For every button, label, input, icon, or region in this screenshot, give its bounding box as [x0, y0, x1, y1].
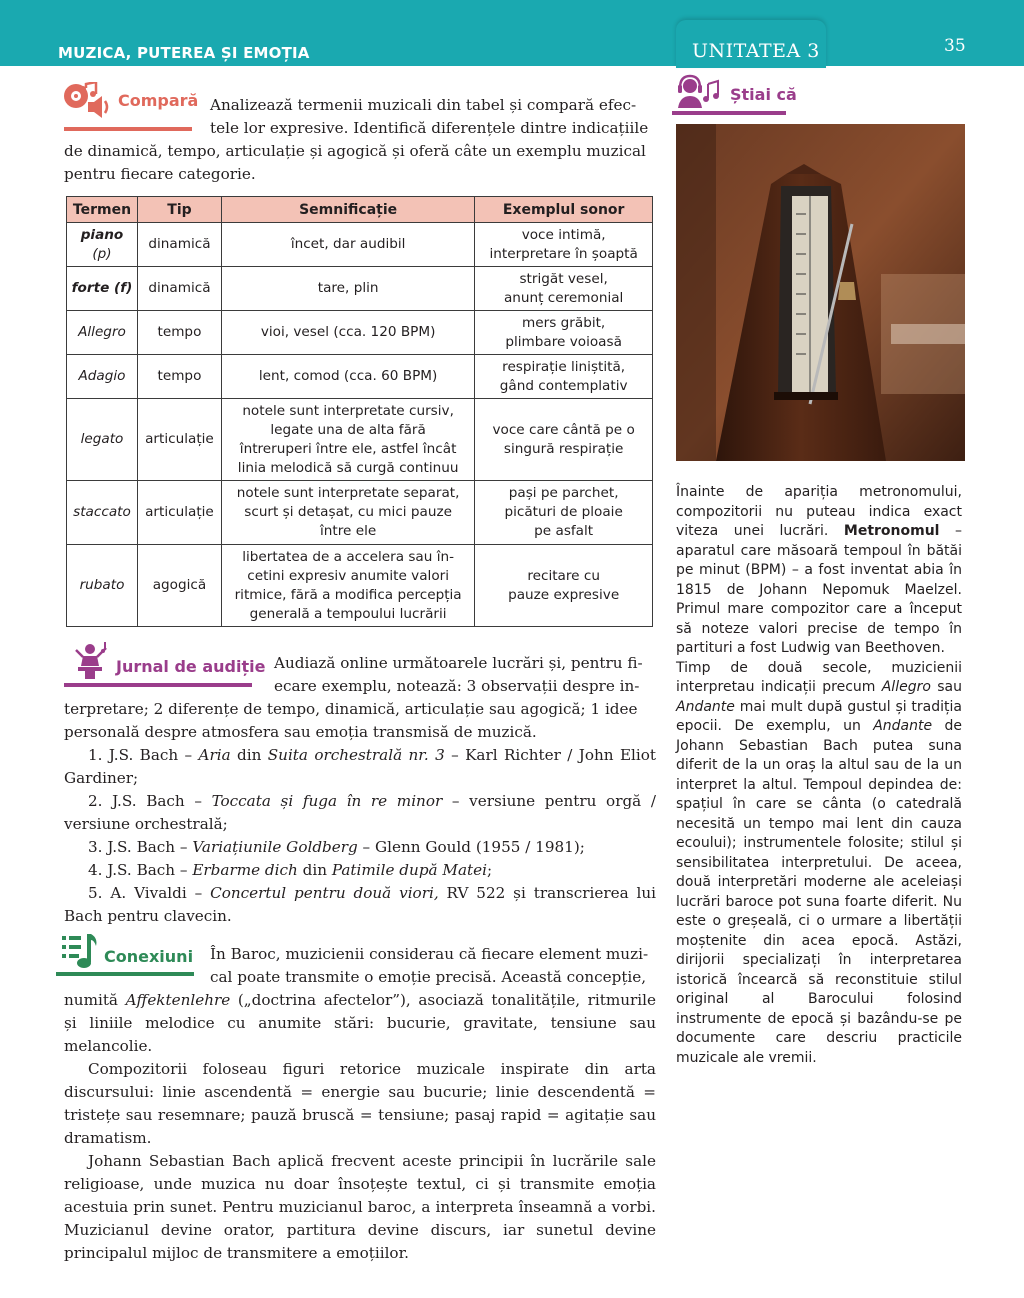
type-cell: dinamică: [137, 223, 221, 267]
person-headphones-icon: [676, 74, 728, 114]
term-cell: Allegro: [67, 311, 138, 355]
meaning-cell: lent, comod (cca. 60 BPM): [221, 355, 474, 399]
example-cell: respirație liniștită, gând contemplativ: [475, 355, 653, 399]
jurnal-intro-top: Audiază online următoarele lucrări și, pentru fi- ecare exemplu, notează: 3 observații despre in-: [274, 654, 643, 695]
terms-table: [66, 196, 653, 627]
unit-label: UNITATEA 3: [692, 40, 820, 62]
example-cell: voce intimă, interpretare în șoaptă: [475, 223, 653, 267]
example-cell: recitare cu pauze expresive: [475, 545, 653, 627]
meaning-cell: tare, plin: [221, 267, 474, 311]
list-item: 3. J.S. Bach – Variațiunile Goldberg – Glenn Gould (1955 / 1981);: [88, 838, 585, 856]
paragraph: Timp de două secole, muzicienii interpretau indicații precum Allegro sau Andante mai mult după gustul și tradiția epocii. De exemplu, un Andante de Johann Sebastian Bach putea suna diferit de la un oraș la altul sau de la un interpret la altul. Tempoul depindea de: spațiul în care se cânta (o catedrală necesită un tempo mai lent din cauza ecoului); instrumentele folosite; stilul și sensibilitatea interpretului. De aceea, două interpretări moderne ale aceleiași lucrări baroce pot suna foarte diferit. Nu este o greșeală, ci o urmare a libertății moștenite din acea epocă. Astăzi, dirijorii specializați în interpretarea istorică încearcă să reconstituie stilul original al Barocului folosind instrumente de epocă și bazându-se pe documente care descriu practicile muzicale ale vremii.: [676, 659, 963, 1066]
page-number: 35: [944, 36, 966, 56]
term-cell: staccato: [67, 481, 138, 545]
list-item: 4. J.S. Bach – Erbarme dich din Patimile după Matei;: [88, 861, 493, 879]
compara-text-top: Analizează termenii muzicali din tabel și compară efec- tele lor expresive. Identifică diferențele dintre indicațiile: [210, 96, 649, 137]
table-row: [67, 355, 653, 399]
jurnal-intro-bottom: terpretare; 2 diferențe de tempo, dinamică, articulație sau agogică; 1 idee personală despre atmosfera sau emoția transmisă de muzică.: [64, 700, 638, 741]
conexiuni-underline: [56, 972, 194, 976]
type-cell: tempo: [137, 311, 221, 355]
table-header: Termen: [67, 197, 138, 223]
list-item: 5. A. Vivaldi – Concertul pentru două viori, RV 522 și transcrierea lui Bach pentru clavecin.: [64, 884, 657, 925]
stiai-text: [676, 483, 962, 1068]
term-cell: Adagio: [67, 355, 138, 399]
stiai-heading: [676, 74, 797, 114]
list-item: 1. J.S. Bach – Aria din Suita orchestrală nr. 3 – Karl Richter / John Eliot Gardiner;: [64, 746, 656, 787]
stiai-underline: [672, 111, 786, 115]
term-cell: piano (p): [67, 223, 138, 267]
type-cell: agogică: [137, 545, 221, 627]
table-row: [67, 267, 653, 311]
table-row: [67, 311, 653, 355]
jurnal-label: Jurnal de audiție: [116, 656, 266, 676]
jurnal-underline: [64, 683, 252, 687]
type-cell: tempo: [137, 355, 221, 399]
meaning-cell: libertatea de a accelera sau în- cetini expresiv anumite valori ritmice, fără a modifica percepția generală a tempoului lucrării: [221, 545, 474, 627]
term-cell: rubato: [67, 545, 138, 627]
conexiuni-heading: [60, 932, 193, 976]
list-item: 2. J.S. Bach – Toccata și fuga în re minor – versiune pentru orgă / versiune orchestrală;: [64, 792, 656, 833]
example-cell: mers grăbit, plimbare voioasă: [475, 311, 653, 355]
jurnal-heading: [72, 642, 265, 684]
paragraph: Johann Sebastian Bach aplică frecvent aceste principii în lucrările sale religioase, unde muzica nu doar însoțește textul, ci și transmite emoția acestuia prin sunet. Pentru muzicianul baroc, a interpreta înseamnă a vorbi. Muzicianul devine orator, partitura devine discurs, iar sunetul devine principalul mijloc de transmitere a emoțiilor.: [64, 1152, 656, 1262]
table-header: Exemplul sonor: [475, 197, 653, 223]
listening-list: [64, 744, 656, 928]
meaning-cell: notele sunt interpretate separat, scurt și detașat, cu mici pauze între ele: [221, 481, 474, 545]
conexiuni-label: Conexiuni: [104, 946, 194, 966]
stiai-label: Știai că: [730, 84, 797, 104]
paragraph: numită Affektenlehre („doctrina afectelor”), asociază tonalitățile, ritmurile și liniile melodice cu anumite stări: bucurie, gravitate, tensiune sau melancolie.: [64, 991, 656, 1055]
example-cell: strigăt vesel, anunț ceremonial: [475, 267, 653, 311]
speaker-music-icon: [62, 82, 114, 130]
type-cell: dinamică: [137, 267, 221, 311]
paragraph: Compozitorii foloseau figuri retorice muzicale inspirate din arta discursului: linie ascendentă = energie sau bucurie; linie descendentă = tristețe sau resemnare; pauză bruscă = tensiune; pasaj rapid = agitație sau dramatism.: [64, 1060, 656, 1147]
type-cell: articulație: [137, 481, 221, 545]
conexiuni-text-top: În Baroc, muzicienii considerau că fiecare element muzi- cal poate transmite o emoție precisă. Această concepție,: [210, 945, 649, 986]
meaning-cell: notele sunt interpretate cursiv, legate una de alta fără întreruperi între ele, astfel încât linia melodică să curgă continuu: [221, 399, 474, 481]
example-cell: pași pe parchet, picături de ploaie pe asfalt: [475, 481, 653, 545]
table-row: [67, 223, 653, 267]
section-title: MUZICA, PUTEREA ȘI EMOȚIA: [58, 44, 310, 62]
table-row: [67, 481, 653, 545]
compara-label: Compară: [118, 90, 199, 110]
table-row: [67, 545, 653, 627]
table-header-row: [67, 197, 653, 223]
compara-underline: [64, 127, 192, 131]
meaning-cell: încet, dar audibil: [221, 223, 474, 267]
compara-text-bottom: de dinamică, tempo, articulație și agogică și oferă câte un exemplu muzical pentru fiecare categorie.: [64, 142, 646, 183]
type-cell: articulație: [137, 399, 221, 481]
conexiuni-text: [64, 989, 656, 1265]
compara-heading: [62, 82, 198, 130]
metronome-photo: [676, 124, 965, 461]
conductor-podium-icon: [72, 642, 112, 684]
term-cell: legato: [67, 399, 138, 481]
example-cell: voce care cântă pe o singură respirație: [475, 399, 653, 481]
paragraph: Înainte de apariția metronomului, compozitorii nu puteau indica exact viteza unei lucrări. Metronomul – aparatul care măsoară tempoul în bătăi pe minut (BPM) – a fost inventat abia în 1815 de Johann Nepomuk Maelzel. Primul mare compozitor care a început să noteze valori precise de tempo în partituri a fost Ludwig van Beethoven.: [676, 484, 962, 656]
table-header: Semnificație: [221, 197, 474, 223]
meaning-cell: vioi, vesel (cca. 120 BPM): [221, 311, 474, 355]
term-cell: forte (f): [67, 267, 138, 311]
table-row: [67, 399, 653, 481]
table-header: Tip: [137, 197, 221, 223]
music-list-icon: [60, 932, 100, 976]
